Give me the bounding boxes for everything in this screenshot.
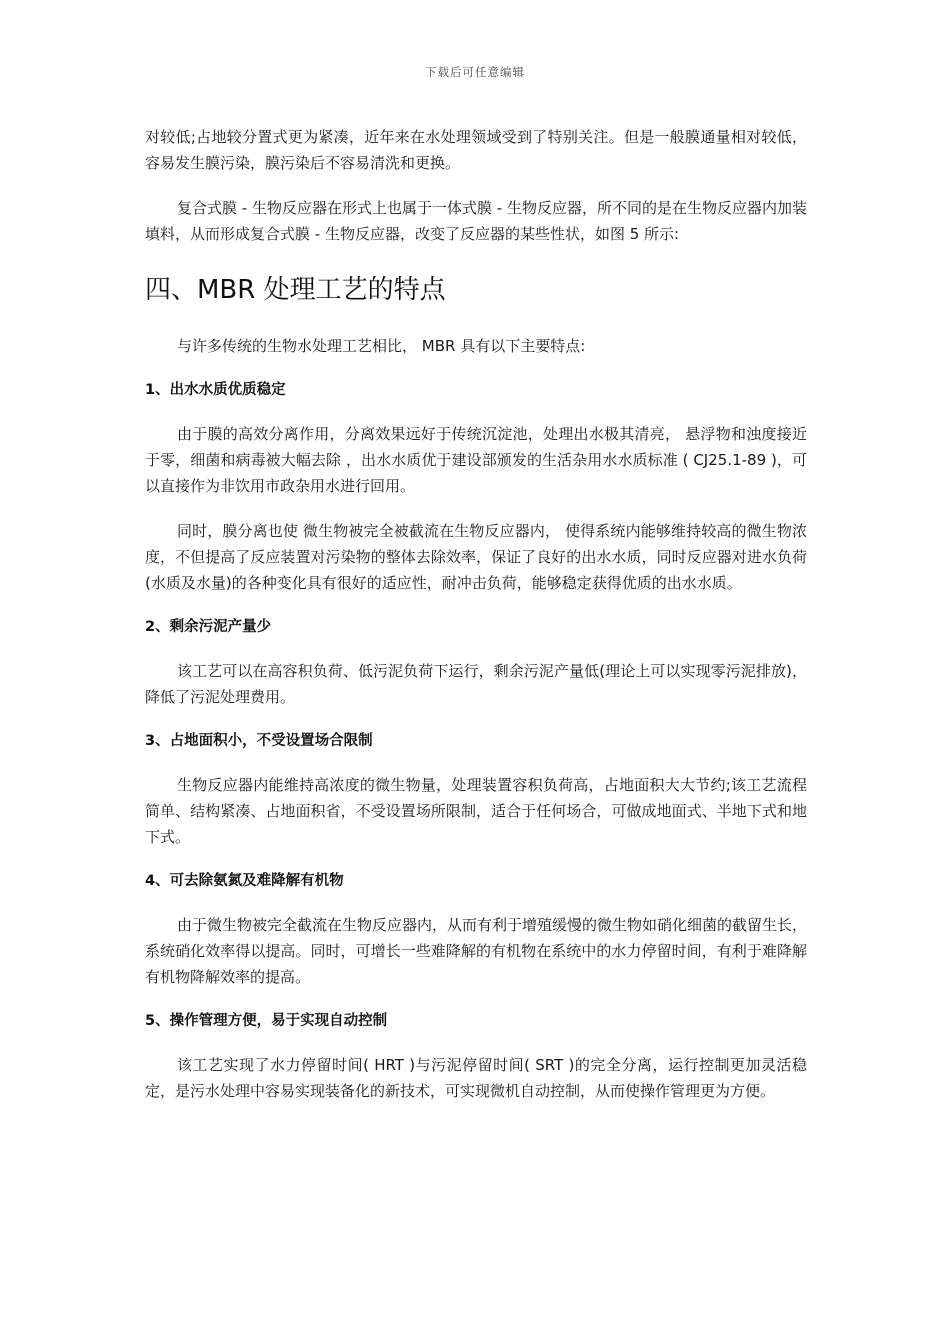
feature-1-paragraph-1: 由于膜的高效分离作用，分离效果远好于传统沉淀池，处理出水极其清亮， 悬浮物和浊度接近于零，细菌和病毒被大幅去除 ，出水水质优于建设部颁发的生活杂用水水质标准 ( CJ25.1-89 )，可以直接作为非饮用市政杂用水进行回用。 [145,425,807,495]
intro-paragraph-2: 复合式膜 - 生物反应器在形式上也属于一体式膜 - 生物反应器，所不同的是在生物反应器内加装填料，从而形成复合式膜 - 生物反应器，改变了反应器的某些性状，如图 5 所示: [145,199,807,243]
feature-1-paragraph-2: 同时，膜分离也使 微生物被完全被截流在生物反应器内， 使得系统内能够维持较高的微生物浓度，不但提高了反应装置对污染物的整体去除效率，保证了良好的出水水质，同时反应器对进水负荷(水质及水量)的各种变化具有很好的适应性，耐冲击负荷，能够稳定获得优质的出水水质。 [145,522,807,592]
intro-paragraph-1: 对较低;占地较分置式更为紧凑，近年来在水处理领域受到了特别关注。但是一般膜通量相对较低，容易发生膜污染，膜污染后不容易清洗和更换。 [145,128,807,172]
section-lead: 与许多传统的生物水处理工艺相比， MBR 具有以下主要特点: [177,337,586,355]
feature-heading-1: 1、出水水质优质稳定 [145,382,286,398]
feature-heading-5: 5、操作管理方便，易于实现自动控制 [145,1013,388,1029]
feature-2-paragraph-1: 该工艺可以在高容积负荷、低污泥负荷下运行，剩余污泥产量低(理论上可以实现零污泥排放)，降低了污泥处理费用。 [145,662,807,706]
feature-heading-3: 3、占地面积小，不受设置场合限制 [145,733,373,749]
feature-3-paragraph-1: 生物反应器内能维持高浓度的微生物量，处理装置容积负荷高，占地面积大大节约;该工艺流程简单、结构紧凑、占地面积省，不受设置场所限制，适合于任何场合，可做成地面式、半地下式和地下式。 [145,776,807,846]
document-body [145,124,807,1123]
section-title: 四、MBR 处理工艺的特点 [145,275,446,305]
header-note: 下载后可任意编辑 [425,65,525,79]
feature-4-paragraph-1: 由于微生物被完全截流在生物反应器内，从而有利于增殖缓慢的微生物如硝化细菌的截留生长，系统硝化效率得以提高。同时，可增长一些难降解的有机物在系统中的水力停留时间，有利于难降解有机物降解效率的提高。 [145,916,808,986]
feature-heading-2: 2、剩余污泥产量少 [145,619,272,635]
feature-heading-4: 4、可去除氨氮及难降解有机物 [145,873,344,889]
feature-5-paragraph-1: 该工艺实现了水力停留时间( HRT )与污泥停留时间( SRT )的完全分离，运行控制更加灵活稳定，是污水处理中容易实现装备化的新技术，可实现微机自动控制，从而使操作管理更为方便。 [145,1056,807,1100]
